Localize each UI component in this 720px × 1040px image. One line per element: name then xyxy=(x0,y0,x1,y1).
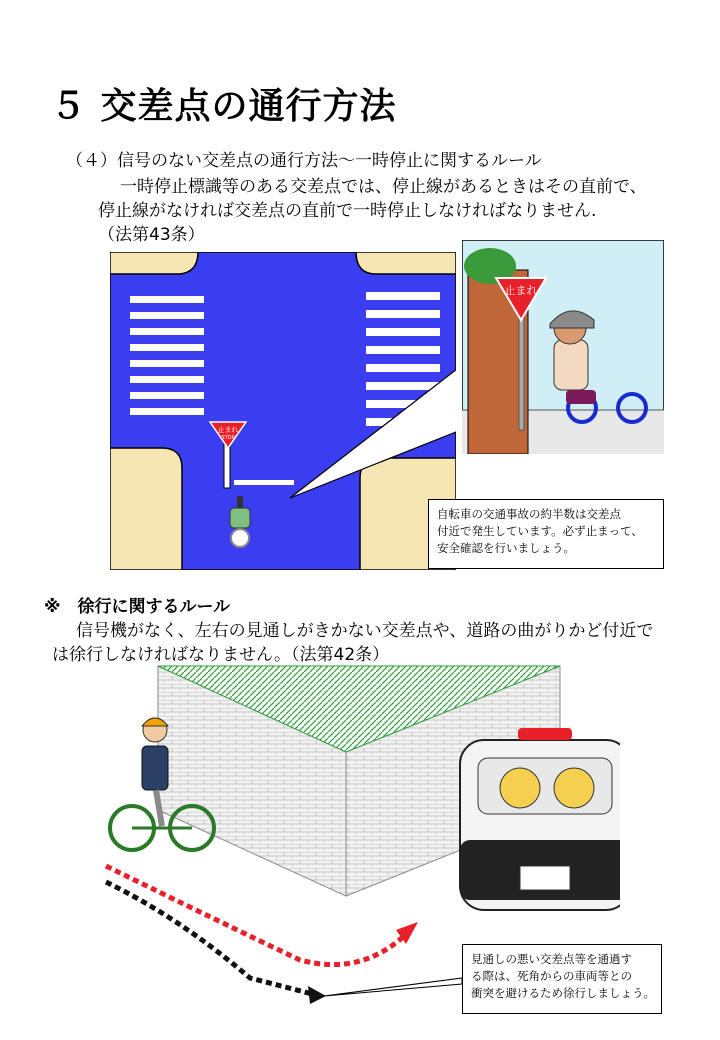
stop-sign-small-text: 止まれ xyxy=(217,426,239,434)
slow-rule-title: ※ 徐行に関するルール xyxy=(44,597,231,617)
article-reference: （法第43条） xyxy=(98,225,205,245)
rule-text-line2: 停止線がなければ交差点の直前で一時停止しなければなりません. xyxy=(98,201,597,221)
stop-sign-small-en: STOP xyxy=(221,435,235,441)
note-line: る際は、死角からの車両等との xyxy=(471,969,632,983)
stop-line xyxy=(234,480,294,485)
section-subtitle: （４）信号のない交差点の通行方法〜一時停止に関するルール xyxy=(66,151,542,171)
note-line: 自転車の交通事故の約半数は交差点 xyxy=(437,507,621,521)
note-line: 衝突を避けるため徐行しましょう。 xyxy=(471,986,655,1000)
sign-pole-large xyxy=(519,310,524,430)
note-line: 安全確認を行いましょう。 xyxy=(437,541,575,555)
note-line: 見通しの悪い交差点等を通過す xyxy=(471,952,632,966)
unsafe-path xyxy=(106,882,320,996)
slow-rule-line1: 信号機がなく、左右の見通しがきかない交差点や、道路の曲がりかど付近で xyxy=(76,621,654,641)
stop-scene-illustration xyxy=(462,240,664,454)
note-box-slow xyxy=(462,944,662,1014)
callout-pointer xyxy=(324,978,462,996)
unsafe-path-arrowhead xyxy=(308,986,326,1004)
stop-sign-large-text: 止まれ xyxy=(504,284,538,297)
slow-rule-line2: は徐行しなければなりません。（法第42条） xyxy=(52,645,390,665)
rule-text-line1: 一時停止標識等のある交差点では、停止線があるときはその直前で、 xyxy=(120,177,647,197)
note-box-stop xyxy=(428,499,664,569)
note-line: 付近で発生しています。必ず止まって、 xyxy=(437,524,643,538)
intersection-illustration xyxy=(110,252,456,570)
page-title: ５ 交差点の通行方法 xyxy=(50,86,397,127)
police-car xyxy=(460,728,620,910)
